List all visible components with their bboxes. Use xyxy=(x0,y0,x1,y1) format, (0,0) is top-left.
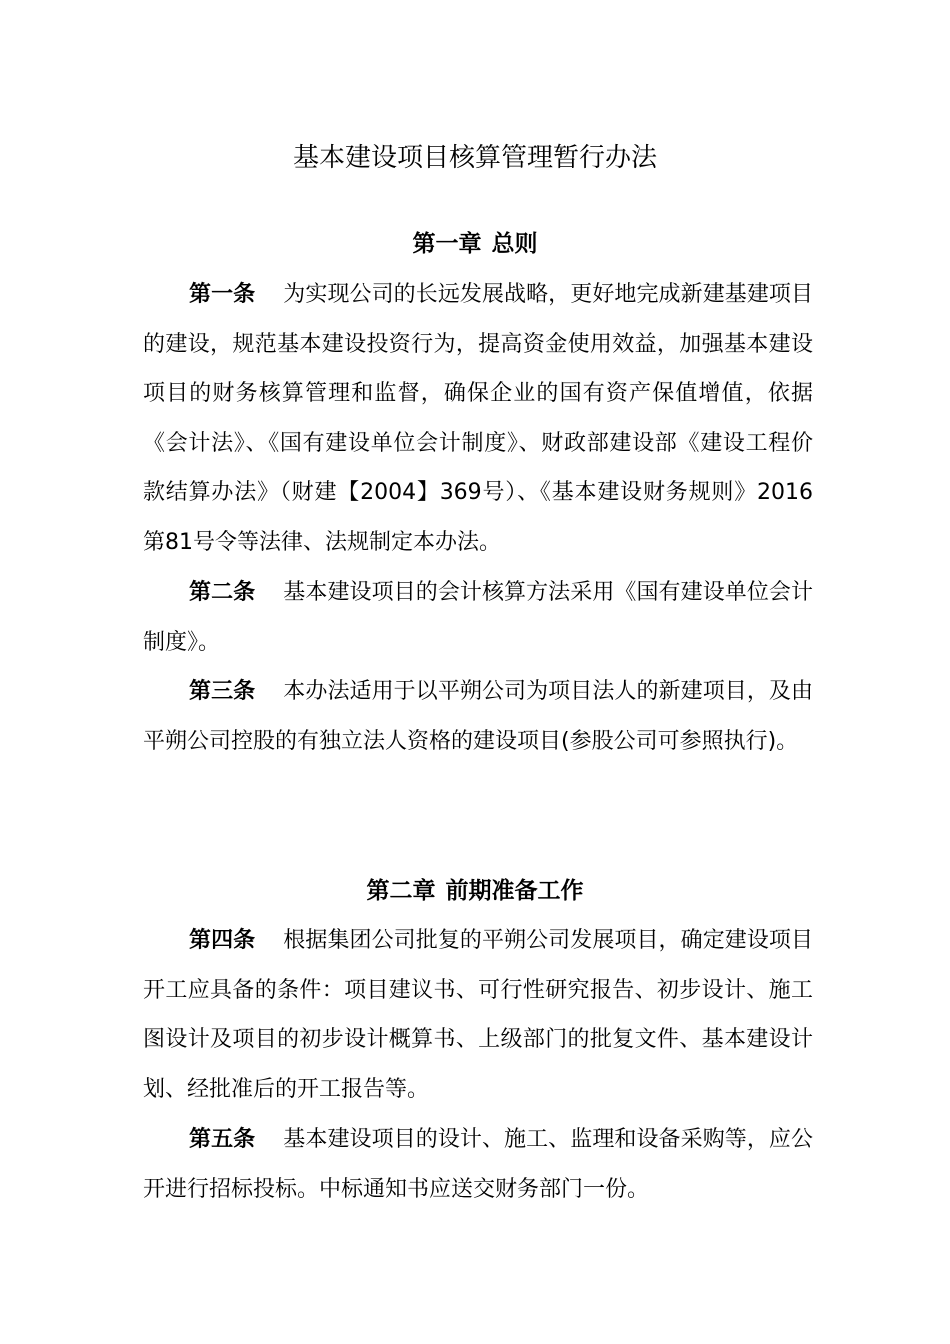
article-text: 本办法适用于以平朔公司为项目法人的新建项目，及由平朔公司控股的有独立法人资格的建设项目(参股公司可参照执行)。 xyxy=(143,679,813,754)
article-label: 第二条 xyxy=(189,580,256,605)
chapter-name: 总则 xyxy=(491,231,538,257)
article-paragraph xyxy=(143,568,813,667)
chapter-heading-2 xyxy=(0,871,950,911)
article-paragraph xyxy=(143,916,813,1114)
article-paragraph xyxy=(143,1115,813,1214)
article-text: 基本建设项目的会计核算方法采用《国有建设单位会计制度》。 xyxy=(143,580,813,655)
article-text: 根据集团公司批复的平朔公司发展项目，确定建设项目开工应具备的条件：项目建议书、可行性研究报告、初步设计、施工图设计及项目的初步设计概算书、上级部门的批复文件、基本建设计划、经批准后的开工报告等。 xyxy=(143,928,813,1102)
article-label: 第一条 xyxy=(189,282,256,307)
chapter-heading-1 xyxy=(0,224,950,264)
document-title: 基本建设项目核算管理暂行办法 xyxy=(292,143,657,173)
article-paragraph xyxy=(143,667,813,766)
article-label: 第三条 xyxy=(189,679,256,704)
chapter-name: 前期准备工作 xyxy=(445,878,584,904)
chapter-number: 第一章 xyxy=(412,231,482,257)
article-paragraph xyxy=(143,270,813,567)
chapter-number: 第二章 xyxy=(366,878,436,904)
article-label: 第五条 xyxy=(189,1127,256,1152)
article-label: 第四条 xyxy=(189,928,256,953)
article-text: 为实现公司的长远发展战略，更好地完成新建基建项目的建设，规范基本建设投资行为，提高资金使用效益，加强基本建设项目的财务核算管理和监督，确保企业的国有资产保值增值，依据《会计法》、《国有建设单位会计制度》、财政部建设部《建设工程价款结算办法》（财建【2004】369号）、《基本建设财务规则》2016第81号令等法律、法规制定本办法。 xyxy=(143,282,813,555)
article-text: 基本建设项目的设计、施工、监理和设备采购等，应公开进行招标投标。中标通知书应送交财务部门一份。 xyxy=(143,1127,813,1202)
